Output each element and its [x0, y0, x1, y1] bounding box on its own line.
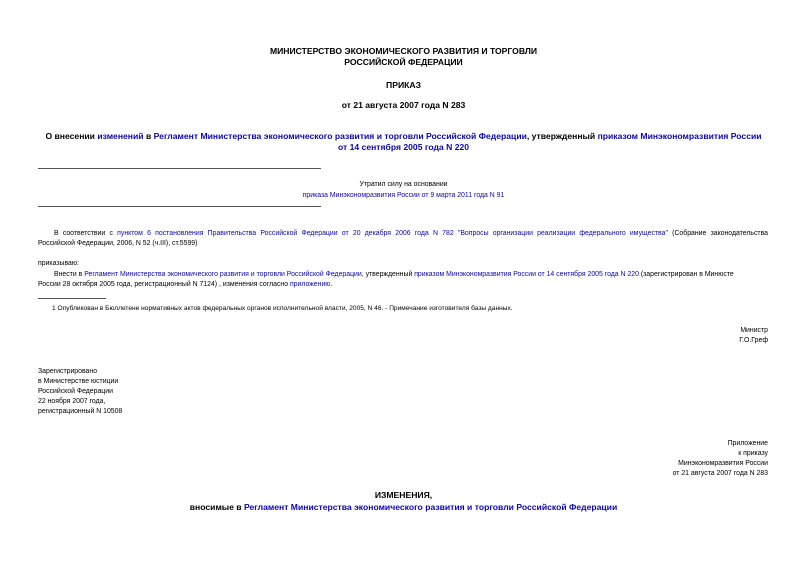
- notice-text: Утратил силу на основании: [359, 181, 448, 188]
- changes-heading: ИЗМЕНЕНИЯ,: [374, 490, 433, 500]
- signature-name: Г.О.Греф: [739, 337, 768, 344]
- footnote-text: Опубликован в Бюллетене нормативных актов федеральных органов исполнительной власти, 2005, N 46. - Примечание изготовителя базы данных.: [57, 305, 513, 312]
- order-word: приказываю:: [38, 260, 79, 267]
- registration-block: Зарегистрировано в Министерстве юстиции Российской Федерации 22 ноября 2007 года, регистрационный N 10508: [38, 368, 123, 415]
- changes-subheading: вносимые в Регламент Министерства экономического развития и торговли Российской Федерации: [189, 502, 618, 512]
- notice-link-line: [0, 191, 807, 201]
- doc-title: О внесении изменений в Регламент Министерства экономического развития и торговли Российской Федерации, утвержденный приказом Минэкономразвития России от 14 сентября 2005 года N 220: [45, 131, 762, 152]
- link-changes[interactable]: изменений: [97, 131, 144, 141]
- appendix-block: Приложение к приказу Минэкономразвития России от 21 августа 2007 года N 283: [672, 440, 768, 477]
- link-decree-782[interactable]: пунктом 6 постановления Правительства Российской Федерации от 20 декабря 2006 года N 782 "Вопросы организации реализации федерального имущества": [117, 230, 668, 237]
- link-order-220-2[interactable]: приказом Минэкономразвития России от 14 сентября 2005 года N 220: [414, 271, 639, 278]
- footnote: [52, 304, 513, 314]
- signature-position: Министр: [740, 327, 768, 334]
- ministry-line-1: МИНИСТЕРСТВО ЭКОНОМИЧЕСКОГО РАЗВИТИЯ И ТОРГОВЛИ: [269, 46, 538, 56]
- signature: [739, 326, 768, 346]
- doc-date-number: от 21 августа 2007 года N 283: [341, 100, 466, 110]
- divider: [38, 206, 321, 207]
- paragraph-order: Внести в Регламент Министерства экономического развития и торговли Российской Федерации, утвержденный приказом Минэкономразвития России от 14 сентября 2005 года N 220 (зарегистрирован в Минюсте России 28 октября 2005 года, регистрационный N 7124) , изменения согласно приложению.: [38, 271, 734, 288]
- link-order-91[interactable]: приказа Минэкономразвития России от 9 марта 2011 года N 91: [302, 192, 505, 199]
- link-appendix[interactable]: приложению: [289, 281, 331, 288]
- footnote-mark: 1: [52, 305, 56, 312]
- document-header: [0, 46, 807, 68]
- footnote-divider: [38, 298, 106, 299]
- link-regulation-3[interactable]: Регламент Министерства экономического развития и торговли Российской Федерации: [243, 502, 618, 512]
- doc-type: ПРИКАЗ: [386, 80, 421, 90]
- ministry-line-2: РОССИЙСКОЙ ФЕДЕРАЦИИ: [344, 57, 463, 67]
- link-regulation-2[interactable]: Регламент Министерства экономического развития и торговли Российской Федерации: [84, 271, 362, 278]
- divider: [38, 168, 321, 169]
- paragraph-basis: В соответствии с пунктом 6 постановления Правительства Российской Федерации от 20 декабря 2006 года N 782 "Вопросы организации реализации федерального имущества" (Собрание законодательства Российской Федерации, 2006, N 52 (ч.III), ст.5599): [38, 230, 768, 247]
- link-regulation[interactable]: Регламент Министерства экономического развития и торговли Российской Федерации: [153, 131, 527, 141]
- link-order-220[interactable]: приказом Минэкономразвития России от 14 сентября 2005 года N 220: [337, 131, 762, 152]
